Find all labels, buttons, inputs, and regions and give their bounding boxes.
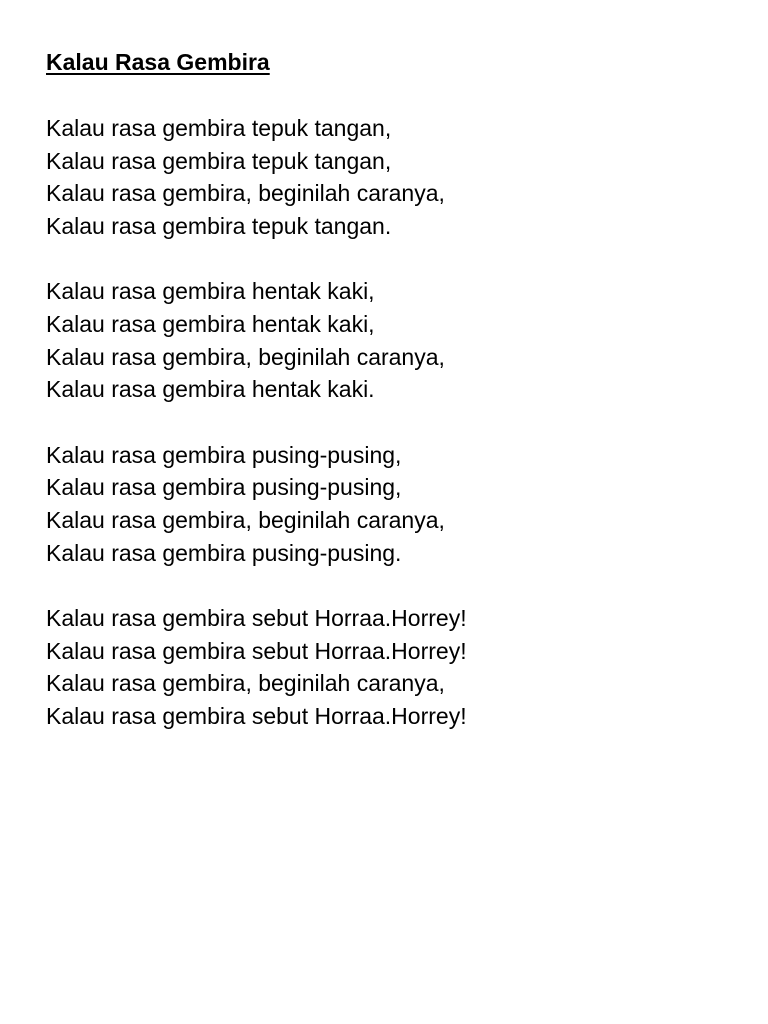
verse-line: Kalau rasa gembira, beginilah caranya, [46, 343, 445, 370]
verse-line: Kalau rasa gembira tepuk tangan. [46, 212, 392, 239]
verse-4 [46, 602, 736, 732]
verse-1 [46, 112, 736, 242]
verse-line: Kalau rasa gembira hentak kaki, [46, 278, 375, 305]
verse-line: Kalau rasa gembira tepuk tangan, [46, 115, 392, 141]
verse-line: Kalau rasa gembira pusing-pusing. [46, 539, 402, 566]
verse-line: Kalau rasa gembira, beginilah caranya, [46, 670, 445, 697]
song-title: Kalau Rasa Gembira [46, 49, 270, 75]
verse-line: Kalau rasa gembira pusing-pusing, [46, 441, 402, 468]
verse-line: Kalau rasa gembira sebut Horraa.Horrey! [46, 605, 467, 632]
verse-line: Kalau rasa gembira sebut Horraa.Horrey! [46, 702, 467, 729]
verse-line: Kalau rasa gembira sebut Horraa.Horrey! [46, 637, 467, 664]
verse-2 [46, 275, 736, 405]
verse-line: Kalau rasa gembira hentak kaki, [46, 310, 375, 337]
verse-line: Kalau rasa gembira pusing-pusing, [46, 474, 402, 501]
verse-line: Kalau rasa gembira tepuk tangan, [46, 147, 392, 174]
verse-3 [46, 439, 736, 569]
verse-line: Kalau rasa gembira, beginilah caranya, [46, 506, 445, 533]
document-page [46, 46, 736, 733]
verse-line: Kalau rasa gembira hentak kaki. [46, 376, 375, 403]
verse-line: Kalau rasa gembira, beginilah caranya, [46, 180, 445, 207]
